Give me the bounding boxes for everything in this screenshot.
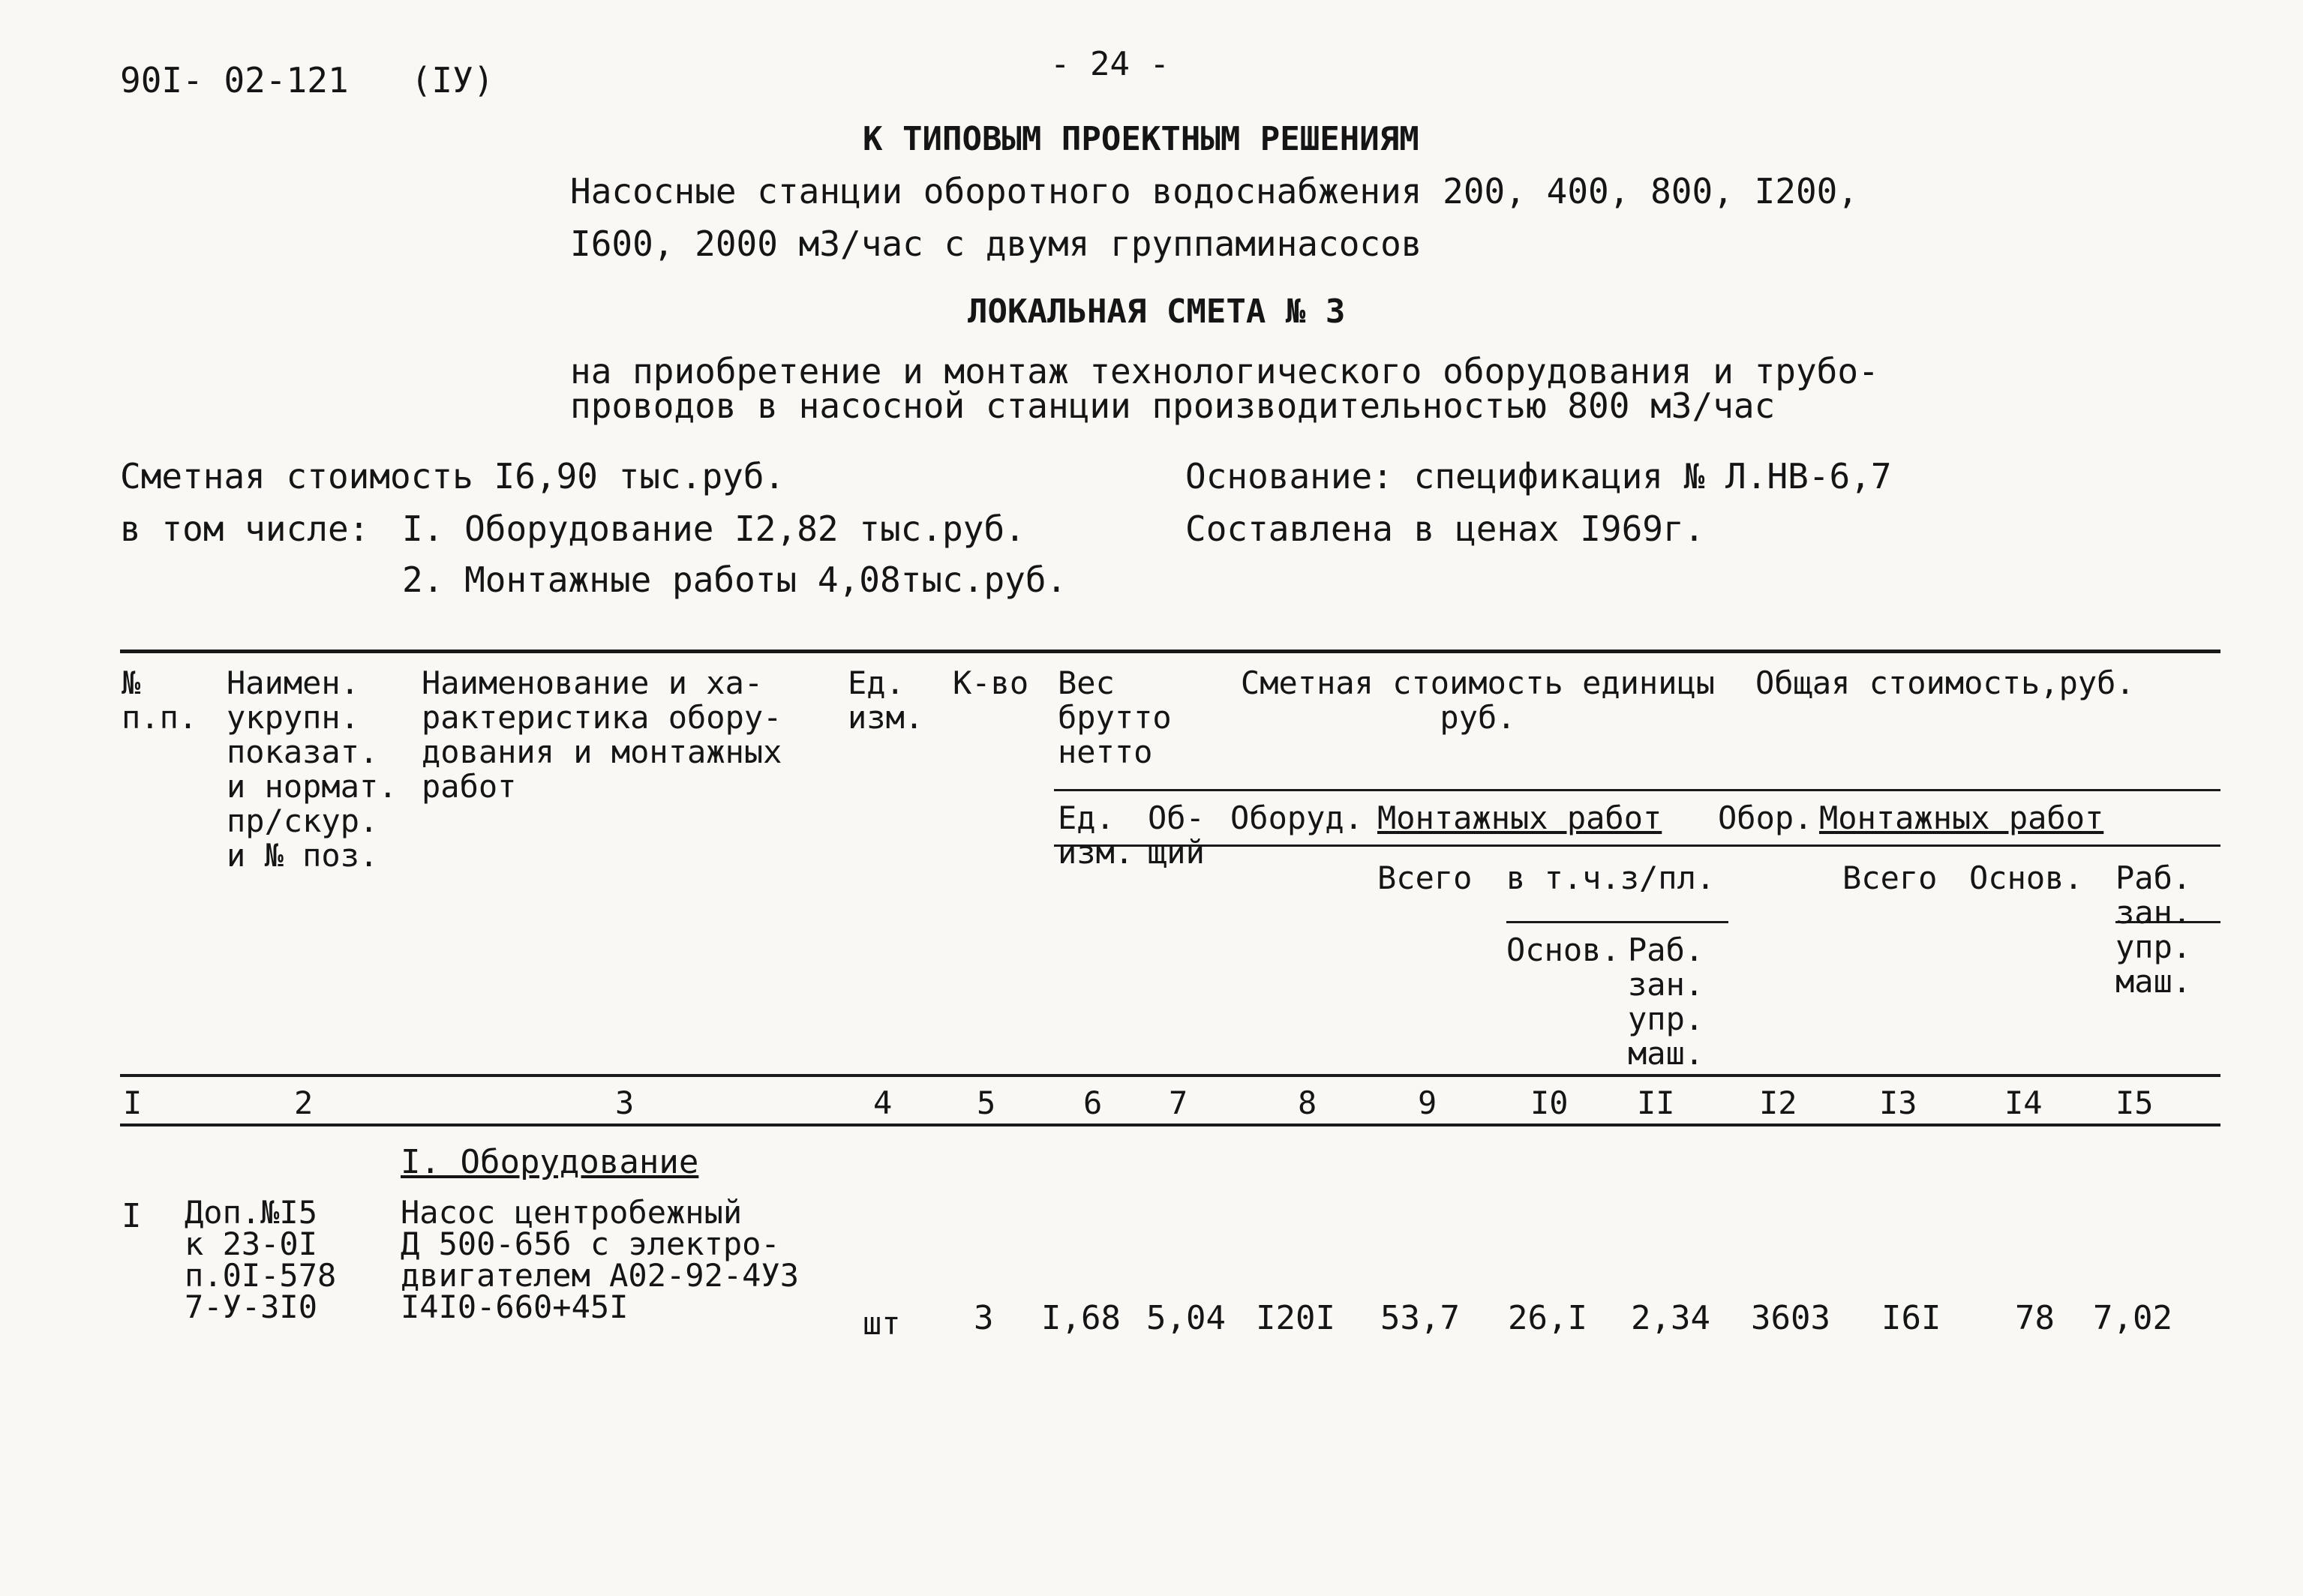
header-machine-wages: Раб. зан. упр. маш. <box>1628 932 1704 1072</box>
header-including-wages: в т.ч.з/пл. <box>1506 860 1716 896</box>
row-installation-total: 53,7 <box>1380 1299 1460 1337</box>
header-installation: Монтажных работ <box>1377 800 1662 836</box>
header-unit: Ед. изм. <box>848 664 924 736</box>
header-rule-2 <box>1054 844 2220 847</box>
header-weight-total: Об- щий <box>1148 800 1205 871</box>
including-label: в том числе: <box>120 508 370 549</box>
header-number: № п.п. <box>122 664 198 736</box>
installation-cost: 2. Монтажные работы 4,08тыс.руб. <box>402 560 1067 600</box>
row-weight-unit: I,68 <box>1041 1299 1121 1337</box>
row-total-equipment: 3603 <box>1751 1299 1830 1337</box>
estimate-description-1: на приобретение и монтаж технологического оборудования и трубо- <box>570 351 1879 392</box>
row-number: I <box>122 1197 142 1235</box>
column-number: I <box>123 1084 143 1121</box>
column-number: I3 <box>1879 1084 1917 1121</box>
header-bottom-rule <box>120 1074 2220 1077</box>
column-number: I5 <box>2115 1084 2154 1121</box>
price-level: Составлена в ценах I969г. <box>1185 508 1705 549</box>
column-number: 6 <box>1083 1084 1103 1121</box>
header-total-all: Всего <box>1842 860 1938 896</box>
title-line-1: К ТИПОВЫМ ПРОЕКТНЫМ РЕШЕНИЯМ <box>863 120 1419 158</box>
header-total-basic: Основ. <box>1969 860 2083 896</box>
row-total-basic: 78 <box>2015 1299 2055 1337</box>
row-indicator: Доп.№I5 к 23-0I п.0I-578 7-У-3I0 <box>185 1194 337 1325</box>
header-unit-cost: Сметная стоимость единицы руб. <box>1240 664 1716 736</box>
basis: Основание: спецификация № Л.НВ-6,7 <box>1185 456 1892 496</box>
column-number: 9 <box>1418 1084 1437 1121</box>
header-weight-unit: Ед. изм. <box>1058 800 1134 871</box>
row-weight-total: 5,04 <box>1146 1299 1226 1337</box>
column-number-rule <box>120 1124 2220 1126</box>
column-number: 4 <box>873 1084 893 1121</box>
column-number: 7 <box>1169 1084 1188 1121</box>
estimate-description-2: проводов в насосной станции производительностью 800 м3/час <box>570 386 1776 426</box>
page-number: - 24 - <box>1050 45 1170 83</box>
row-quantity: 3 <box>974 1299 994 1337</box>
column-number: I4 <box>2004 1084 2043 1121</box>
equipment-cost: I. Оборудование I2,82 тыс.руб. <box>402 508 1025 549</box>
column-number: II <box>1637 1084 1675 1121</box>
header-total-cost: Общая стоимость,руб. <box>1755 664 2135 701</box>
header-weight: Вес брутто нетто <box>1058 664 1172 770</box>
header-total-machine: Раб. зан. упр. маш. <box>2115 860 2192 1000</box>
estimate-title: ЛОКАЛЬНАЯ СМЕТА № 3 <box>968 292 1346 331</box>
title-line-3: I600, 2000 м3/час с двумя группаминасосов <box>570 224 1422 264</box>
row-total-installation: I6I <box>1881 1299 1941 1337</box>
header-rule-1 <box>1054 789 2220 791</box>
column-number: 2 <box>294 1084 314 1121</box>
header-rule-wages <box>1506 921 1728 923</box>
total-cost: Сметная стоимость I6,90 тыс.руб. <box>120 456 785 496</box>
column-number: 3 <box>615 1084 635 1121</box>
column-number: I0 <box>1530 1084 1569 1121</box>
column-number: I2 <box>1759 1084 1797 1121</box>
row-unit: шт <box>863 1305 901 1342</box>
header-equipment: Оборуд. <box>1230 800 1364 836</box>
header-quantity: К-во <box>953 664 1029 701</box>
header-total-equipment: Обор. <box>1718 800 1813 836</box>
header-name: Наименование и ха- рактеристика обору- дования и монтажных работ <box>422 664 782 805</box>
header-total-installation: Монтажных работ <box>1819 800 2104 836</box>
header-indicator: Наимен. укрупн. показат. и нормат. пр/скур. и № поз. <box>227 664 398 874</box>
row-total-machine: 7,02 <box>2093 1299 2172 1337</box>
section-title: I. Оборудование <box>401 1143 699 1181</box>
header-basic-wages: Основ. <box>1506 932 1620 968</box>
header-installation-total: Всего <box>1377 860 1473 896</box>
title-line-2: Насосные станции оборотного водоснабжения 200, 400, 800, I200, <box>570 171 1859 212</box>
document-code: 90I- 02-121 (IУ) <box>120 60 494 100</box>
row-installation-machine: 2,34 <box>1631 1299 1710 1337</box>
table-top-rule <box>120 650 2220 653</box>
row-installation-basic: 26,I <box>1508 1299 1587 1337</box>
row-equipment-cost: I20I <box>1256 1299 1335 1337</box>
column-number: 5 <box>977 1084 996 1121</box>
row-name: Насос центробежный Д 500-65б с электро- двигателем А02-92-4УЗ I4I0-660+45I <box>401 1194 800 1325</box>
column-number: 8 <box>1298 1084 1317 1121</box>
